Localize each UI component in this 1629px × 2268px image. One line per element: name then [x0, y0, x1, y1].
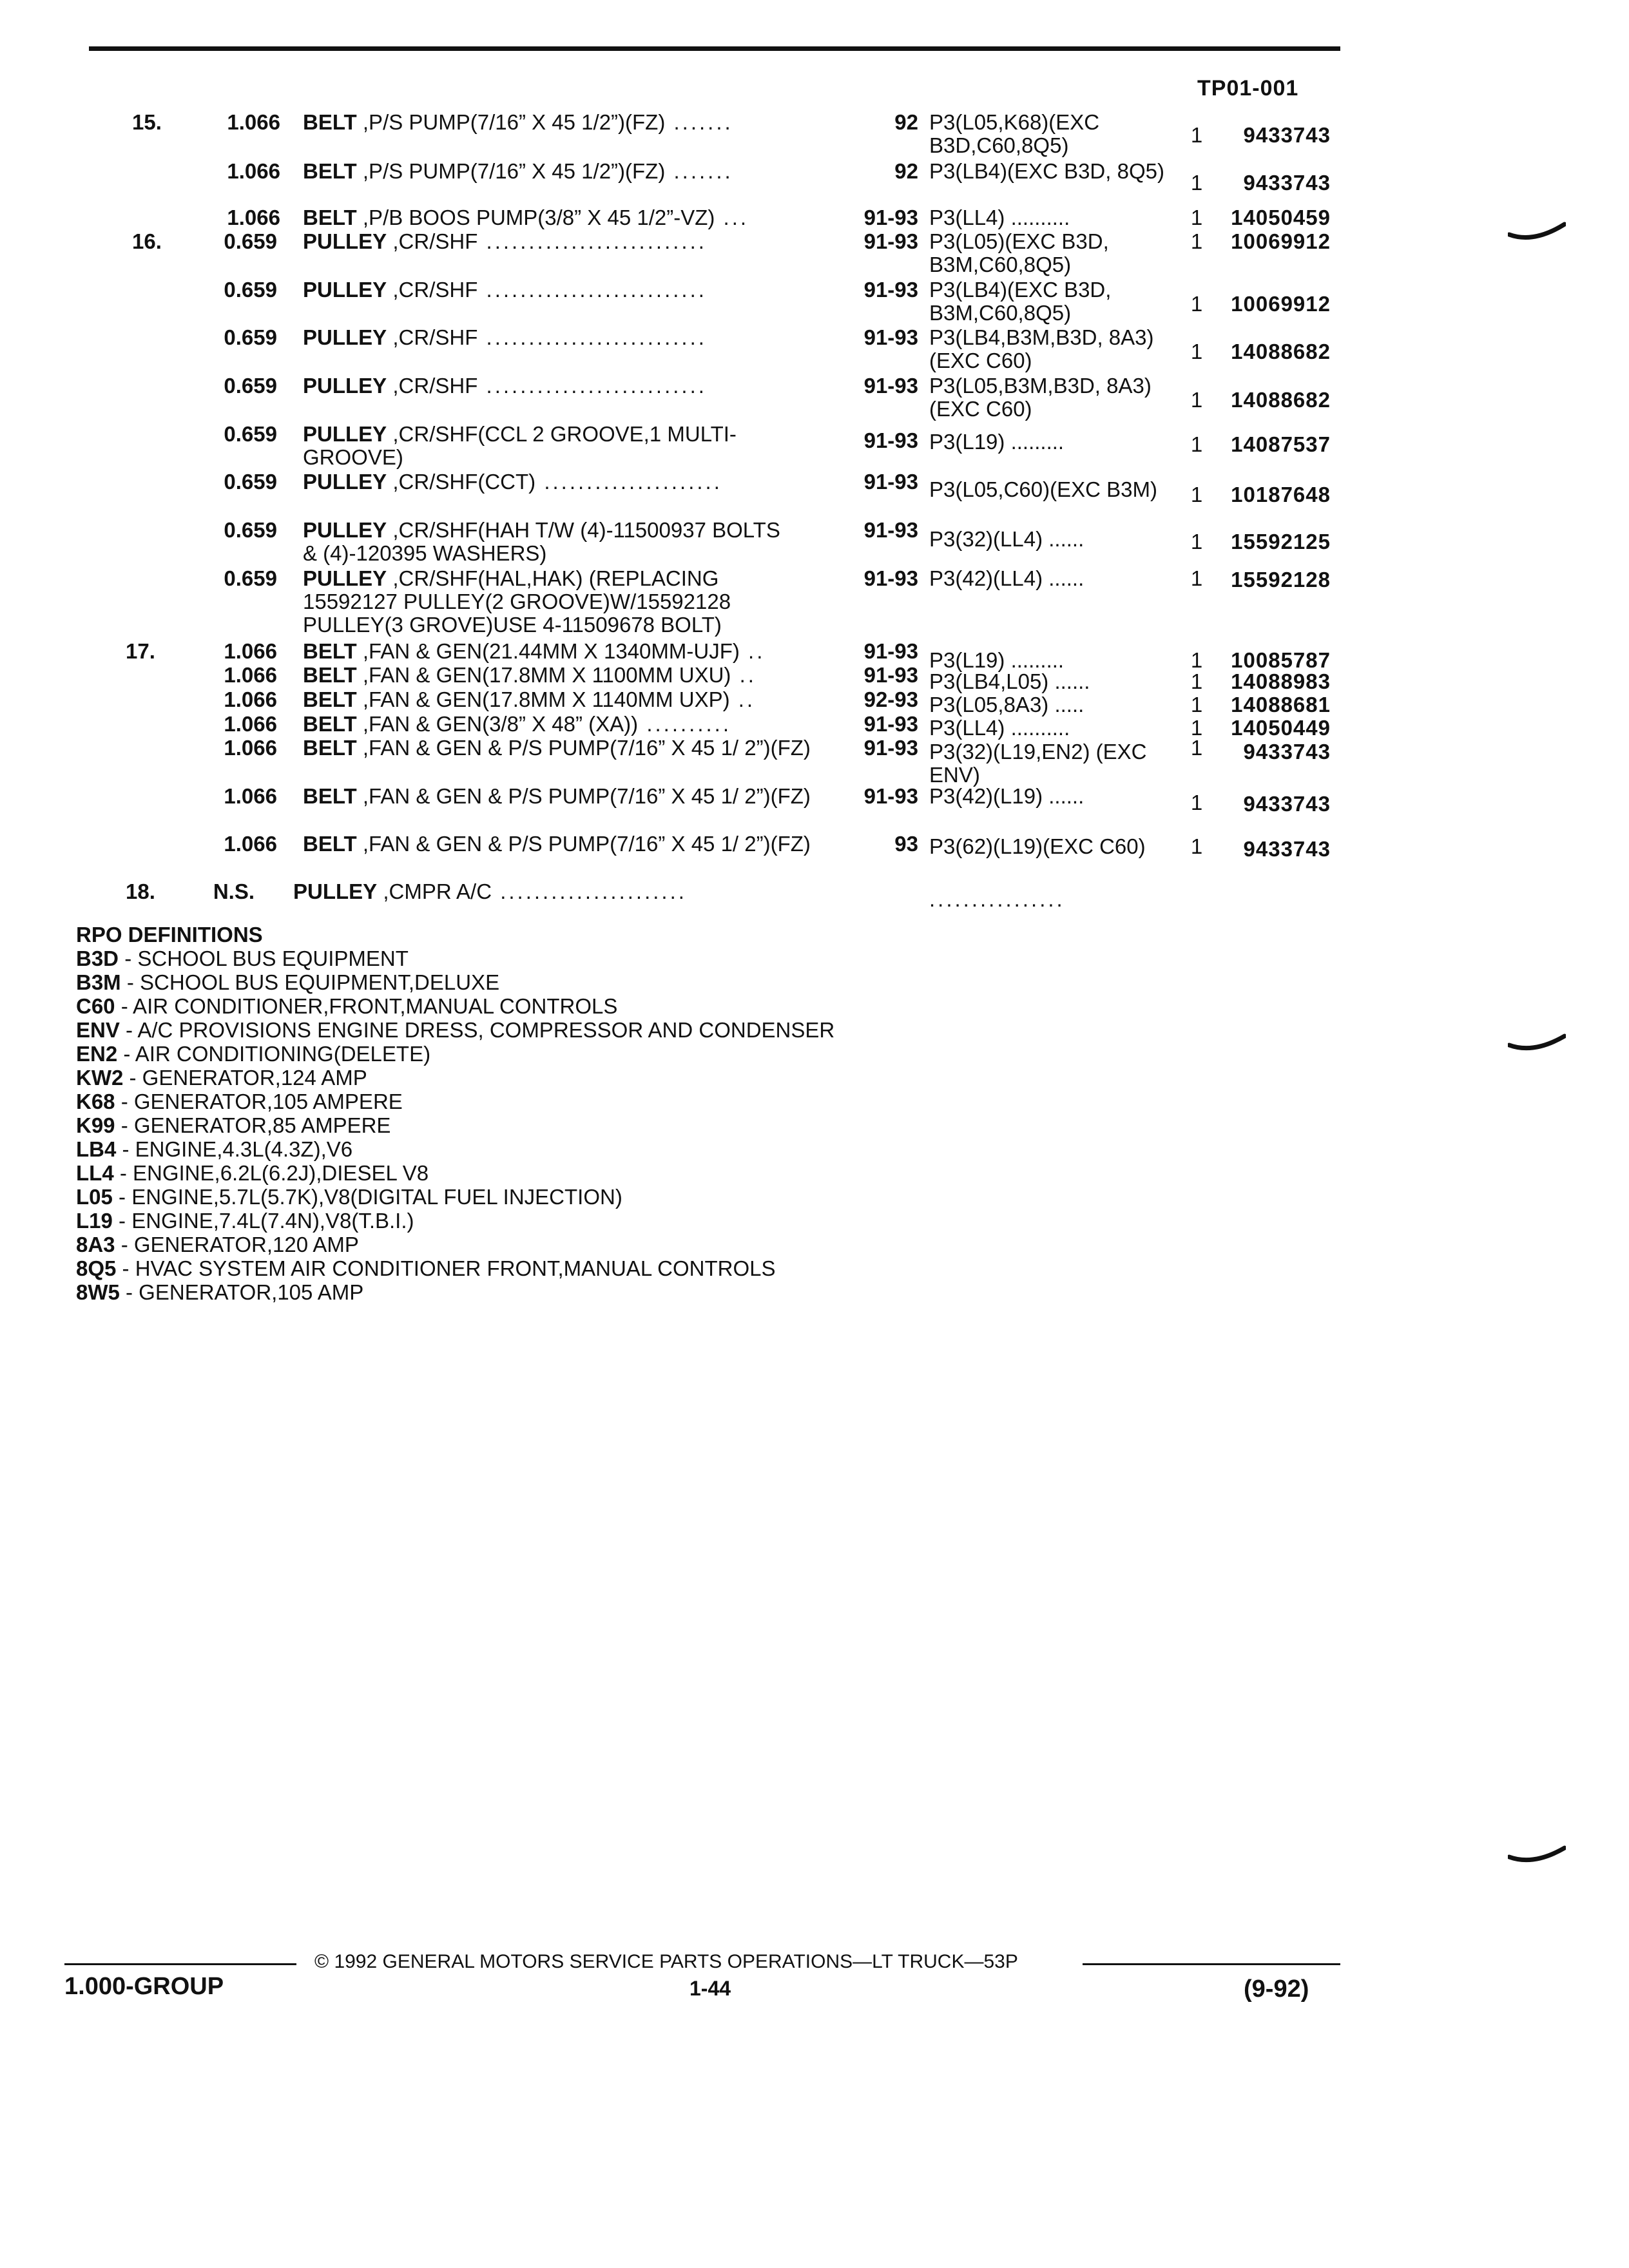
rpo-code: KW2 — [76, 1066, 124, 1090]
rpo-text: - AIR CONDITIONER,FRONT,MANUAL CONTROLS — [115, 994, 618, 1018]
part-desc-text: ,CR/SHF — [387, 229, 478, 253]
part-name: PULLEY — [293, 879, 378, 903]
dot-leader: ..................... — [535, 470, 722, 494]
usage-text: P3(L05,C60)(EXC B3M) — [929, 477, 1157, 501]
usage-text: P3(L19) ......... — [929, 648, 1065, 672]
model-years: 91-93 — [863, 428, 918, 452]
quantity: 1 — [1190, 206, 1203, 229]
part-row — [0, 230, 1629, 282]
part-description — [303, 567, 805, 637]
part-desc-text: ,FAN & GEN & P/S PUMP(7/16” X 45 1/ 2”)(FZ) — [356, 832, 811, 856]
rpo-entry — [76, 1256, 1043, 1280]
group-number: 1.066 — [227, 110, 280, 134]
usage-text: P3(L19) ......... — [929, 430, 1065, 454]
part-number: 14088983 — [1231, 669, 1331, 693]
part-description — [303, 470, 831, 494]
part-row — [0, 423, 1629, 474]
rpo-text: - ENGINE,6.2L(6.2J),DIESEL V8 — [113, 1161, 429, 1185]
model-years: 91-93 — [863, 784, 918, 808]
rpo-text: - ENGINE,5.7L(5.7K),V8(DIGITAL FUEL INJECTION) — [112, 1185, 622, 1209]
model-years: 91-93 — [863, 712, 918, 736]
footer-copyright: © 1992 GENERAL MOTORS SERVICE PARTS OPERATIONS—LT TRUCK—53P — [314, 1951, 1018, 1972]
group-number: 0.659 — [224, 325, 277, 349]
part-number: 10069912 — [1231, 229, 1331, 253]
dot-leader: .......................... — [477, 374, 707, 398]
part-desc-text: ,CR/SHF — [387, 325, 478, 349]
part-number: 14088681 — [1231, 693, 1331, 716]
part-desc-text: ,FAN & GEN(21.44MM X 1340MM-UJF) — [356, 639, 740, 663]
part-row — [0, 206, 1629, 232]
rpo-code: B3M — [76, 970, 121, 994]
group-number: 1.066 — [227, 206, 280, 229]
rpo-title: RPO DEFINITIONS — [76, 923, 263, 947]
rpo-entry — [76, 1090, 1043, 1113]
part-row — [0, 736, 1629, 788]
part-number: 15592125 — [1231, 530, 1331, 553]
rpo-entry — [76, 1066, 1043, 1090]
part-row — [0, 111, 1629, 162]
usage-text: ................ — [929, 887, 1065, 911]
dot-leader: .. — [739, 639, 766, 663]
binder-clip-mark — [1508, 219, 1566, 245]
part-row — [0, 470, 1629, 522]
group-number: 0.659 — [224, 566, 277, 590]
quantity: 1 — [1190, 123, 1203, 147]
part-number: 14050459 — [1231, 206, 1331, 229]
dot-leader: ... — [715, 206, 749, 229]
rpo-entry — [76, 1185, 1043, 1209]
rpo-entry — [76, 947, 1043, 970]
part-row — [0, 879, 1629, 911]
group-number: N.S. — [213, 879, 255, 903]
binder-clip-mark — [1508, 1843, 1566, 1869]
part-name: BELT — [303, 639, 357, 663]
part-name: BELT — [303, 712, 357, 736]
rpo-code: K99 — [76, 1113, 115, 1137]
quantity: 1 — [1190, 834, 1203, 858]
part-number: 9433743 — [1243, 123, 1331, 147]
model-years: 91-93 — [863, 736, 918, 760]
ref-number: 16. — [132, 229, 162, 253]
part-number: 9433743 — [1243, 792, 1331, 816]
rpo-text: - GENERATOR,120 AMP — [115, 1233, 359, 1256]
part-description — [303, 664, 844, 687]
quantity: 1 — [1190, 566, 1203, 590]
group-number: 1.066 — [224, 736, 277, 760]
dot-leader: .......... — [638, 712, 732, 736]
usage-text: P3(L05)(EXC B3D, B3M,C60,8Q5) — [929, 229, 1109, 276]
part-number: 9433743 — [1243, 740, 1331, 764]
usage-text: P3(62)(L19)(EXC C60) — [929, 834, 1146, 858]
usage-text: P3(LB4,L05) ...... — [929, 669, 1090, 693]
part-description — [303, 230, 831, 253]
footer-group: 1.000-GROUP — [64, 1973, 224, 2000]
part-description — [303, 374, 831, 398]
part-row — [0, 713, 1629, 738]
part-number: 10187648 — [1231, 483, 1331, 506]
part-number: 10085787 — [1231, 648, 1331, 672]
rpo-entry — [76, 1161, 1043, 1185]
part-desc-text: ,FAN & GEN & P/S PUMP(7/16” X 45 1/ 2”)(FZ) — [356, 784, 811, 808]
rpo-code: L19 — [76, 1209, 113, 1233]
usage-text: P3(L05,8A3) ..... — [929, 693, 1084, 716]
part-row — [0, 663, 1629, 693]
part-name: PULLEY — [303, 278, 387, 302]
quantity: 1 — [1190, 669, 1203, 693]
part-name: BELT — [303, 687, 357, 711]
part-name: BELT — [303, 736, 357, 760]
part-desc-text: ,FAN & GEN(17.8MM X 1140MM UXP) — [356, 687, 730, 711]
rpo-text: - AIR CONDITIONING(DELETE) — [117, 1042, 431, 1066]
part-row — [0, 832, 1629, 884]
rpo-entry — [76, 1233, 1043, 1256]
rpo-text: - GENERATOR,85 AMPERE — [115, 1113, 391, 1137]
part-number: 14088682 — [1231, 388, 1331, 412]
part-name: PULLEY — [303, 470, 387, 494]
quantity: 1 — [1190, 432, 1203, 456]
part-desc-text: ,CR/SHF(HAH T/W (4)-11500937 BOLTS & (4)-120395 WASHERS) — [303, 518, 780, 565]
part-row — [0, 519, 1629, 570]
usage-text: P3(LL4) .......... — [929, 206, 1070, 229]
part-name: BELT — [303, 784, 357, 808]
part-description — [303, 111, 831, 134]
part-desc-text: ,FAN & GEN & P/S PUMP(7/16” X 45 1/ 2”)(FZ) — [356, 736, 811, 760]
ref-number: 18. — [126, 879, 155, 903]
part-description — [303, 206, 831, 229]
usage-text: P3(LL4) .......... — [929, 716, 1070, 740]
quantity: 1 — [1190, 693, 1203, 716]
usage-text: P3(L05,B3M,B3D, 8A3)(EXC C60) — [929, 374, 1152, 421]
part-description — [303, 785, 812, 808]
dot-leader: .......................... — [477, 278, 707, 302]
rpo-text: - SCHOOL BUS EQUIPMENT,DELUXE — [120, 970, 500, 994]
binder-clip-mark — [1508, 1031, 1566, 1057]
part-desc-text: ,P/S PUMP(7/16” X 45 1/2”)(FZ) — [356, 159, 666, 183]
group-number: 1.066 — [224, 784, 277, 808]
part-name: BELT — [303, 159, 357, 183]
part-number: 9433743 — [1243, 171, 1331, 195]
dot-leader: ....... — [665, 110, 733, 134]
model-years: 91-93 — [863, 470, 918, 494]
part-desc-text: ,CR/SHF(CCL 2 GROOVE,1 MULTI-GROOVE) — [303, 422, 737, 469]
model-years: 91-93 — [863, 518, 918, 542]
page-number: 1-44 — [689, 1977, 731, 2000]
footer-date: (9-92) — [1244, 1975, 1309, 2003]
part-row — [0, 688, 1629, 714]
model-years: 91-93 — [863, 566, 918, 590]
part-description — [303, 688, 844, 711]
part-desc-text: ,P/B BOOS PUMP(3/8” X 45 1/2”-VZ) — [356, 206, 715, 229]
part-row — [0, 639, 1629, 672]
quantity: 1 — [1190, 530, 1203, 553]
dot-leader: .......................... — [477, 325, 707, 349]
usage-text: P3(LB4)(EXC B3D, B3M,C60,8Q5) — [929, 278, 1112, 325]
group-number: 0.659 — [224, 518, 277, 542]
part-row — [0, 374, 1629, 426]
quantity: 1 — [1190, 292, 1203, 316]
rpo-text: - GENERATOR,124 AMP — [123, 1066, 367, 1090]
part-description — [303, 160, 831, 183]
ref-number: 17. — [126, 639, 155, 663]
quantity: 1 — [1190, 340, 1203, 363]
rpo-code: K68 — [76, 1090, 115, 1113]
parts-list — [0, 0, 1629, 934]
model-years: 91-93 — [863, 206, 918, 229]
quantity: 1 — [1190, 171, 1203, 195]
rpo-text: - ENGINE,4.3L(4.3Z),V6 — [116, 1137, 353, 1161]
usage-text: P3(42)(L19) ...... — [929, 784, 1084, 808]
quantity: 1 — [1190, 648, 1203, 672]
page-code: TP01-001 — [1197, 76, 1299, 101]
part-name: PULLEY — [303, 374, 387, 398]
model-years: 92 — [894, 110, 918, 134]
group-number: 0.659 — [224, 229, 277, 253]
part-name: PULLEY — [303, 422, 387, 446]
group-number: 0.659 — [224, 374, 277, 398]
usage-text: P3(LB4)(EXC B3D, 8Q5) — [929, 159, 1164, 183]
model-years: 91-93 — [863, 229, 918, 253]
ref-number: 15. — [132, 110, 162, 134]
quantity: 1 — [1190, 388, 1203, 412]
part-desc-text: ,FAN & GEN(17.8MM X 1100MM UXU) — [356, 663, 731, 687]
part-row — [0, 326, 1629, 378]
part-number: 14087537 — [1231, 432, 1331, 456]
quantity: 1 — [1190, 483, 1203, 506]
part-desc-text: ,P/S PUMP(7/16” X 45 1/2”)(FZ) — [356, 110, 666, 134]
group-number: 1.066 — [224, 832, 277, 856]
rpo-text: - GENERATOR,105 AMP — [119, 1280, 364, 1304]
rpo-text: - A/C PROVISIONS ENGINE DRESS, COMPRESSOR AND CONDENSER — [119, 1018, 835, 1042]
part-desc-text: ,CR/SHF — [387, 374, 478, 398]
group-number: 0.659 — [224, 278, 277, 302]
rpo-code: 8Q5 — [76, 1256, 117, 1280]
part-description — [303, 640, 844, 663]
part-desc-text: ,CMPR A/C — [377, 879, 492, 903]
part-name: BELT — [303, 206, 357, 229]
part-description — [293, 880, 822, 903]
part-name: PULLEY — [303, 518, 387, 542]
part-desc-text: ,CR/SHF — [387, 278, 478, 302]
rpo-entry — [76, 1209, 1043, 1233]
part-desc-text: ,CR/SHF(HAL,HAK) (REPLACING 15592127 PULLEY(2 GROOVE)W/15592128 PULLEY(3 GROVE)USE 4-11509678 BOLT) — [303, 566, 731, 637]
rpo-code: L05 — [76, 1185, 113, 1209]
part-description — [303, 832, 812, 856]
quantity: 1 — [1190, 736, 1203, 760]
model-years: 93 — [894, 832, 918, 856]
model-years: 91-93 — [863, 278, 918, 302]
usage-text: P3(LB4,B3M,B3D, 8A3)(EXC C60) — [929, 325, 1154, 372]
part-row — [0, 160, 1629, 211]
part-description — [303, 278, 831, 302]
model-years: 92 — [894, 159, 918, 183]
part-name: PULLEY — [303, 566, 387, 590]
part-number: 14088682 — [1231, 340, 1331, 363]
part-name: BELT — [303, 832, 357, 856]
rpo-code: C60 — [76, 994, 115, 1018]
group-number: 1.066 — [227, 159, 280, 183]
quantity: 1 — [1190, 791, 1203, 814]
part-number: 10069912 — [1231, 292, 1331, 316]
part-number: 14050449 — [1231, 716, 1331, 740]
rpo-code: EN2 — [76, 1042, 118, 1066]
dot-leader: .. — [729, 687, 756, 711]
part-number: 15592128 — [1231, 568, 1331, 591]
rpo-entry — [76, 1280, 1043, 1304]
part-desc-text: ,FAN & GEN(3/8” X 48” (XA)) — [356, 712, 639, 736]
part-description — [303, 736, 812, 760]
rpo-code: ENV — [76, 1018, 120, 1042]
model-years: 92-93 — [863, 687, 918, 711]
rpo-entry — [76, 1042, 1043, 1066]
usage-text: P3(32)(L19,EN2) (EXC ENV) — [929, 740, 1147, 787]
part-row — [0, 785, 1629, 836]
part-description — [303, 713, 844, 736]
part-number: 9433743 — [1243, 837, 1331, 861]
group-number: 1.066 — [224, 663, 277, 687]
rpo-text: - SCHOOL BUS EQUIPMENT — [119, 947, 409, 970]
rpo-text: - GENERATOR,105 AMPERE — [115, 1090, 403, 1113]
part-name: PULLEY — [303, 229, 387, 253]
group-number: 0.659 — [224, 422, 277, 446]
part-row — [0, 278, 1629, 330]
model-years: 91-93 — [863, 663, 918, 687]
rpo-text: - ENGINE,7.4L(7.4N),V8(T.B.I.) — [112, 1209, 414, 1233]
rpo-code: B3D — [76, 947, 119, 970]
quantity: 1 — [1190, 229, 1203, 253]
rpo-entry — [76, 1018, 1043, 1042]
part-name: BELT — [303, 663, 357, 687]
part-name: PULLEY — [303, 325, 387, 349]
part-description — [303, 423, 805, 469]
group-number: 1.066 — [224, 687, 277, 711]
model-years: 91-93 — [863, 325, 918, 349]
rpo-entry — [76, 970, 1043, 994]
group-number: 0.659 — [224, 470, 277, 494]
dot-leader: .......................... — [477, 229, 707, 253]
rpo-code: LB4 — [76, 1137, 117, 1161]
usage-text: P3(L05,K68)(EXC B3D,C60,8Q5) — [929, 110, 1100, 157]
model-years: 91-93 — [863, 639, 918, 663]
usage-text: P3(42)(LL4) ...... — [929, 566, 1084, 590]
rpo-text: - HVAC SYSTEM AIR CONDITIONER FRONT,MANUAL CONTROLS — [116, 1256, 776, 1280]
footer-rule — [64, 1963, 296, 1965]
model-years: 91-93 — [863, 374, 918, 398]
usage-text: P3(32)(LL4) ...... — [929, 527, 1084, 551]
dot-leader: .. — [731, 663, 757, 687]
group-number: 1.066 — [224, 712, 277, 736]
rpo-code: 8A3 — [76, 1233, 115, 1256]
rpo-definitions — [76, 923, 1043, 1304]
rpo-entry — [76, 1113, 1043, 1137]
rpo-code: 8W5 — [76, 1280, 120, 1304]
part-description — [303, 519, 793, 565]
part-name: BELT — [303, 110, 357, 134]
dot-leader: ...................... — [492, 879, 687, 903]
footer-rule — [1083, 1963, 1340, 1965]
quantity: 1 — [1190, 716, 1203, 740]
part-row — [0, 567, 1629, 644]
part-description — [303, 326, 831, 349]
rpo-entry — [76, 994, 1043, 1018]
group-number: 1.066 — [224, 639, 277, 663]
part-desc-text: ,CR/SHF(CCT) — [387, 470, 536, 494]
rpo-entry — [76, 1137, 1043, 1161]
rpo-code: LL4 — [76, 1161, 114, 1185]
dot-leader: ....... — [665, 159, 733, 183]
